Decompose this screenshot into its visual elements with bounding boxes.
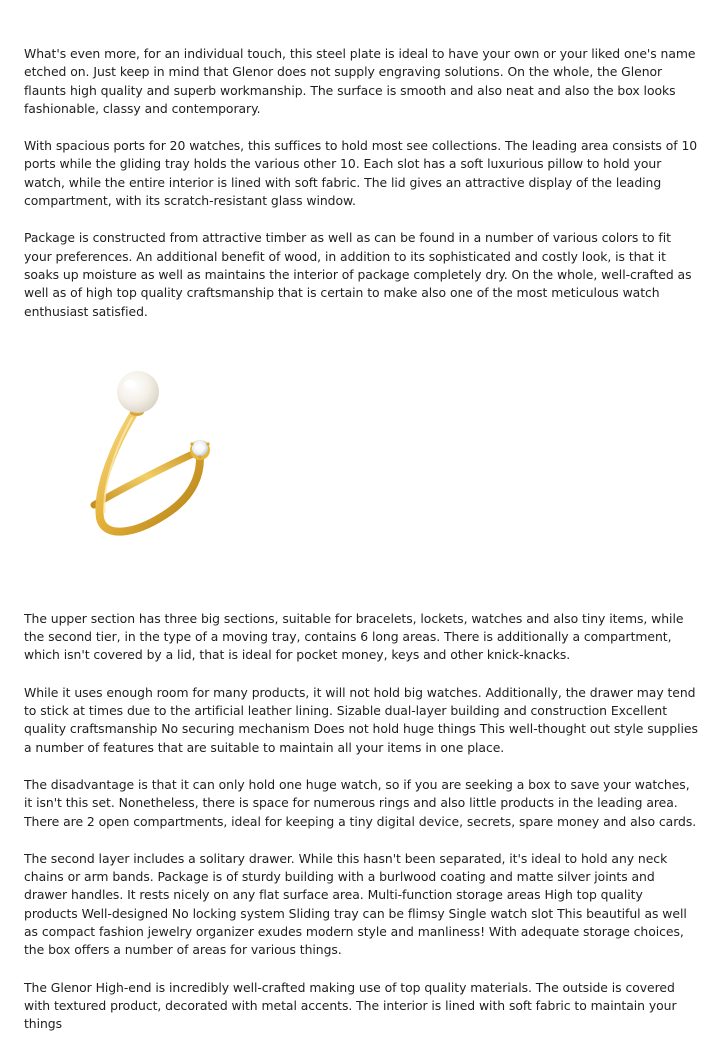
pearl-and-diamond-gold-ring-image (24, 340, 264, 580)
ring-illustration (24, 340, 264, 580)
ring-band-front (99, 410, 200, 532)
pearl (117, 371, 159, 413)
paragraph: What's even more, for an individual touch, this steel plate is ideal to have your own or your liked one's name etched on. Just keep in mind that Glenor does not supply engraving solutions. On the whole, the Glenor flaunts high quality and superb workmanship. The surface is smooth and also neat and also the box looks fashionable, classy and contemporary. (24, 46, 696, 116)
paragraph: With spacious ports for 20 watches, this suffices to hold most see collections. The leading area consists of 10 ports while the gliding tray holds the various other 10. Each slot has a soft luxurious pillow to hold your watch, while the entire interior is lined with soft fabric. The lid gives an attractive display of the leading compartment, with its scratch-resistant glass window. (24, 138, 698, 209)
article-body (24, 45, 700, 1053)
paragraph: The second layer includes a solitary drawer. While this hasn't been separated, it's ideal to hold any neck chains or arm bands. Package is of sturdy building with a burlwood coating and matte silver joints and drawer handles. It rests nicely on any flat surface area. Multi-function storage areas High top quality products Well-designed No locking system Sliding tray can be flimsy Single watch slot This beautiful as well as compact fashion jewelry organizer exudes modern style and manliness! With adequate storage choices, the box offers a number of areas for various things. (24, 850, 687, 958)
paragraph: The disadvantage is that it can only hold one huge watch, so if you are seeking a box to save your watches, it isn't this set. Nonetheless, there is space for numerous rings and also little products in the leading area. There are 2 open compartments, ideal for keeping a tiny digital device, secrets, spare money and also cards. (24, 776, 697, 829)
paragraph: Package is constructed from attractive timber as well as can be found in a number of various colors to fit your preferences. An additional benefit of wood, in addition to its sophisticated and costly look, is that it soaks up moisture as well as maintains the interior of package completely dry. On the whole, well-crafted as well as of high top quality craftsmanship that is certain to make also one of the most meticulous watch enthusiast satisfied. (24, 230, 692, 319)
paragraph: The upper section has three big sections, suitable for bracelets, lockets, watches and also tiny items, while the second tier, in the type of a moving tray, contains 6 long areas. There is additionally a compartment, which isn't covered by a lid, that is ideal for pocket money, keys and other knick-knacks. (24, 610, 684, 663)
paragraph: While it uses enough room for many products, it will not hold big watches. Additionally, the drawer may tend to stick at times due to the artificial leather lining. Sizable dual-layer building and construction Excellent quality craftsmanship No securing mechanism Does not hold huge things This well-thought out style supplies a number of features that are suitable to maintain all your items in one place. (24, 684, 698, 755)
paragraph: The Glenor High-end is incredibly well-crafted making use of top quality materials. The outside is covered with textured product, decorated with metal accents. The interior is lined with soft fabric to maintain your things (24, 979, 677, 1032)
